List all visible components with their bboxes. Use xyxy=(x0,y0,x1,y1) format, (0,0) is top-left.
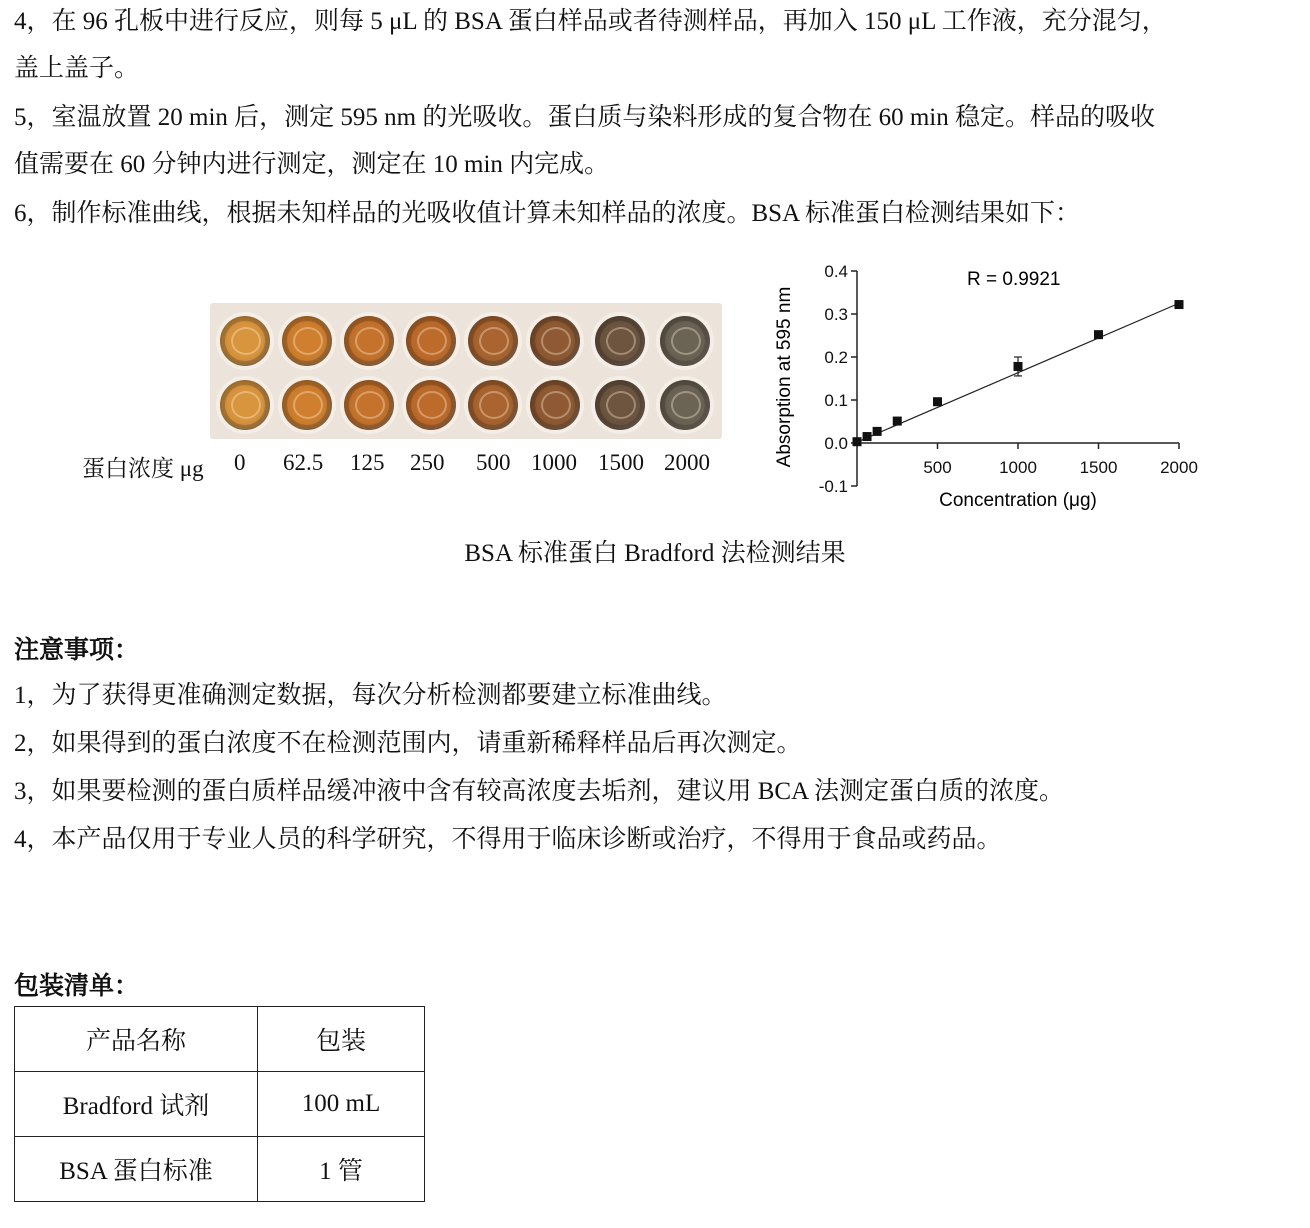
concentration-value: 2000 xyxy=(664,450,710,475)
y-axis-label: Absorption at 595 nm xyxy=(774,286,795,468)
concentration-value: 500 xyxy=(476,450,511,475)
step-6 xyxy=(14,190,1304,237)
x-tick-label: 2000 xyxy=(1160,458,1198,477)
well-row2-col1 xyxy=(220,380,270,430)
figure-caption: BSA 标准蛋白 Bradford 法检测结果 xyxy=(464,540,846,567)
table-header-cell: 产品名称 xyxy=(15,1007,258,1072)
concentration-value: 1000 xyxy=(531,450,577,475)
well-row2-col5 xyxy=(468,380,518,430)
well-row1-col2 xyxy=(282,316,332,366)
well-row1-col6 xyxy=(530,316,580,366)
x-tick-label: 500 xyxy=(923,458,952,477)
well-row1-col4 xyxy=(406,316,456,366)
step-5-line2: 值需要在 60 分钟内进行测定，测定在 10 min 内完成。 xyxy=(14,151,610,178)
x-tick-label: 1500 xyxy=(1079,458,1118,477)
concentration-value: 62.5 xyxy=(283,450,324,475)
data-point xyxy=(933,397,942,406)
packing-heading: 包装清单： xyxy=(14,973,140,1000)
data-point xyxy=(853,437,862,446)
concentration-value: 125 xyxy=(350,450,385,475)
concentration-value: 1500 xyxy=(598,450,644,475)
table-cell: 1 管 xyxy=(258,1137,425,1202)
step-5 xyxy=(14,94,1304,188)
data-point xyxy=(1175,300,1184,309)
well-row1-col8 xyxy=(660,316,710,366)
x-axis-label: Concentration (μg) xyxy=(939,490,1097,511)
note-item: 1，为了获得更准确测定数据，每次分析检测都要建立标准曲线。 xyxy=(14,682,727,709)
y-tick-label: 0.2 xyxy=(824,348,848,367)
well-row1-col3 xyxy=(344,316,394,366)
y-tick-label: 0.4 xyxy=(824,262,848,281)
y-tick-label: -0.1 xyxy=(818,477,848,496)
step-5-line1: 5，室温放置 20 min 后，测定 595 nm 的光吸收。蛋白质与染料形成的复合物在 60 min 稳定。样品的吸收 xyxy=(14,104,1155,131)
table-cell: Bradford 试剂 xyxy=(15,1072,258,1137)
table-row xyxy=(15,1072,425,1137)
well-row2-col3 xyxy=(344,380,394,430)
well-row1-col5 xyxy=(468,316,518,366)
notes-heading: 注意事项： xyxy=(14,637,140,664)
data-point xyxy=(873,427,882,436)
note-item: 3，如果要检测的蛋白质样品缓冲液中含有较高浓度去垢剂，建议用 BCA 法测定蛋白质的浓度。 xyxy=(14,778,1065,805)
data-point xyxy=(863,432,872,441)
well-row2-col8 xyxy=(660,380,710,430)
y-tick-label: 0.0 xyxy=(824,434,848,453)
step-4-line1: 4，在 96 孔板中进行反应，则每 5 μL 的 BSA 蛋白样品或者待测样品，再加入 150 μL 工作液，充分混匀， xyxy=(14,8,1167,35)
table-cell: 100 mL xyxy=(258,1072,425,1137)
data-point xyxy=(893,417,902,426)
packing-table xyxy=(14,1006,425,1202)
table-cell: BSA 蛋白标准 xyxy=(15,1137,258,1202)
well-row2-col2 xyxy=(282,380,332,430)
concentration-value: 250 xyxy=(410,450,445,475)
table-header-cell: 包装 xyxy=(258,1007,425,1072)
table-header-row xyxy=(15,1007,425,1072)
note-item: 2，如果得到的蛋白浓度不在检测范围内，请重新稀释样品后再次测定。 xyxy=(14,730,802,757)
y-tick-label: 0.3 xyxy=(824,305,848,324)
well-row1-col7 xyxy=(595,316,645,366)
r-value-annotation: R = 0.9921 xyxy=(967,269,1061,290)
data-point xyxy=(1014,362,1023,371)
y-tick-label: 0.1 xyxy=(824,391,848,410)
well-plate-photo xyxy=(210,303,722,439)
well-row1-col1 xyxy=(220,316,270,366)
concentration-value: 0 xyxy=(234,450,246,475)
data-point xyxy=(1094,330,1103,339)
step-4-line2: 盖上盖子。 xyxy=(14,55,140,82)
well-row2-col7 xyxy=(595,380,645,430)
step-4 xyxy=(14,0,1304,92)
step-6-line1: 6，制作标准曲线，根据未知样品的光吸收值计算未知样品的浓度。BSA 标准蛋白检测结果如下： xyxy=(14,200,1081,227)
well-row2-col4 xyxy=(406,380,456,430)
table-row xyxy=(15,1137,425,1202)
x-tick-label: 1000 xyxy=(999,458,1037,477)
note-item: 4，本产品仅用于专业人员的科学研究，不得用于临床诊断或治疗，不得用于食品或药品。 xyxy=(14,826,1002,853)
standard-curve-chart xyxy=(760,252,1210,522)
well-row2-col6 xyxy=(530,380,580,430)
concentration-label: 蛋白浓度 μg xyxy=(82,456,204,481)
